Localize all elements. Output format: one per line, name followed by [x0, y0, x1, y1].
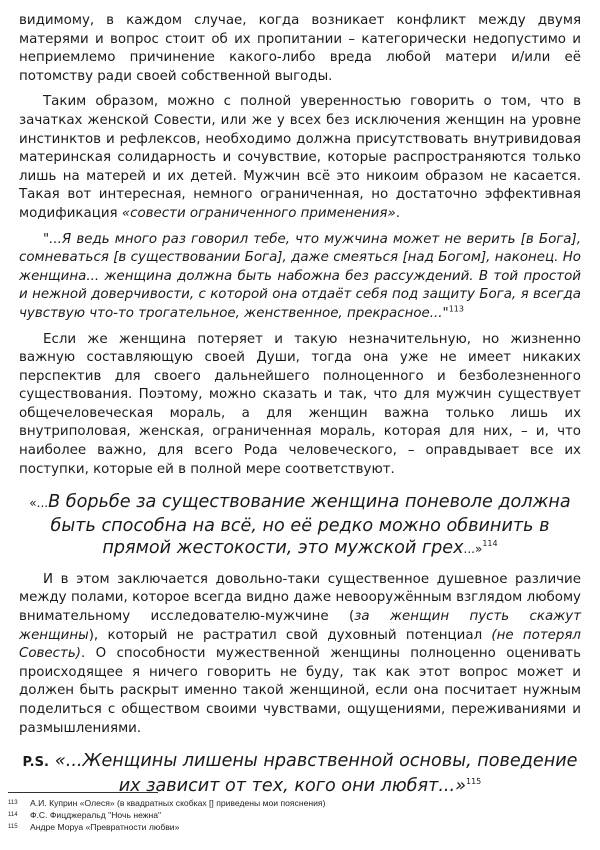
quote-kuprin [19, 231, 581, 324]
footnote-text: А.И. Куприн «Олеся» (в квадратных скобках [] приведены мои пояснения) [30, 798, 326, 808]
quote-fitzgerald-close: ...» [463, 542, 483, 557]
quote-kuprin-text: "...Я ведь много раз говорил тебе, что мужчина может не верить [в Бога], сомневаться [в существовании Бога], даже смеяться [над Богом], наконец. Но женщина... женщина должна быть набожна без рассуждений. В той простой и нежной доверчивости, с которой она отдаёт себя под защиту Бога, я всегда чувствую что-то трогательное, женственное, прекрасное..." [19, 231, 581, 321]
footnotes [8, 792, 508, 833]
postscript-label: P.S. [22, 755, 49, 771]
page-body [19, 12, 581, 797]
footnote-ref-114: 114 [482, 539, 498, 549]
paragraph-2-text: Таким образом, можно с полной уверенностью говорить о том, что в зачатках женской Совести, или же у всех без исключения женщин на уровне инстинктов и рефлексов, необходимо должна присутствовать внутривидовая материнская солидарность и сочувствие, которые распространяются только лишь на матерей и их детей. Мужчин всё это никоим образом не касается. Такая вот интересная, немного ограниченная, но достаточно эффективная модификация [19, 94, 581, 221]
paragraph-4 [19, 571, 581, 738]
paragraph-4-text-b: ), который не растратил свой духовный потенциал [88, 627, 492, 643]
quote-fitzgerald-text: В борьбе за существование женщина поневоле должна быть способна на всё, но её редко можно обвинить в прямой жестокости, это мужской грех [48, 492, 571, 559]
footnote-113 [8, 797, 508, 809]
paragraph-4-italic-2: (не потерял Совесть) [19, 627, 581, 662]
footnote-text: Ф.С. Фицджеральд "Ночь нежна" [30, 810, 162, 820]
footnote-text: Андре Моруа «Превратности любви» [30, 822, 180, 832]
footnote-115 [8, 821, 508, 833]
footnote-number: 115 [8, 824, 18, 830]
paragraph-2-italic: «совести ограниченного применения» [121, 205, 396, 221]
paragraph-1: видимому, в каждом случае, когда возникает конфликт между двумя матерями и вопрос стоит об их пропитании – категорически недопустимо и неприемлемо причинение какого-либо вреда любой матери и/или её потомству ради своей собственной выгоды. [19, 13, 581, 84]
footnote-ref-115: 115 [465, 776, 482, 786]
paragraph-4-text-c: . О способности мужественной женщины полноценно оценивать происходящее я ничего говорить не буду, так как этот вопрос может и должен быть раскрыт именно такой женщиной, если она посчитает нужным поделиться с обществом своими чувствами, ощущениями, переживаниями и размышлениями. [19, 646, 581, 736]
footnote-ref-113: 113 [448, 304, 464, 314]
paragraph-4-text-a: И в этом заключается довольно-таки существенное душевное различие между полами, которое всегда видно даже невооружённым взглядом любому внимательному исследователю-мужчине ( [19, 571, 581, 624]
postscript [19, 750, 581, 797]
footnote-114 [8, 809, 508, 821]
footnote-divider [8, 792, 158, 793]
paragraph-3: Если же женщина потеряет и такую незначительную, но жизненно важную составляющую своей Души, тогда она уже не имеет никаких перспектив для своего дальнейшего полноценного и безболезненного существования. Поэтому, можно сказать и так, что для мужчин существует общечеловеческая мораль, а для женщин важна только лишь их внутриполовая, женская, ограниченная мораль, которая для них, – и, что наиболее важно, для всего Рода человеческого, – оправдывает все их поступки, которые ей в полной мере соответствуют. [19, 331, 581, 477]
paragraph-4-italic-1: за женщин пусть скажут женщины [19, 608, 582, 643]
quote-fitzgerald [19, 491, 581, 561]
quote-fitzgerald-open: «... [29, 496, 49, 511]
footnote-number: 113 [8, 800, 18, 806]
postscript-quote: «...Женщины лишены нравственной основы, поведение их зависит от тех, кого они любят...» [54, 751, 578, 796]
footnote-number: 114 [8, 812, 18, 818]
paragraph-2-end: . [395, 205, 400, 221]
paragraph-2 [19, 93, 581, 223]
